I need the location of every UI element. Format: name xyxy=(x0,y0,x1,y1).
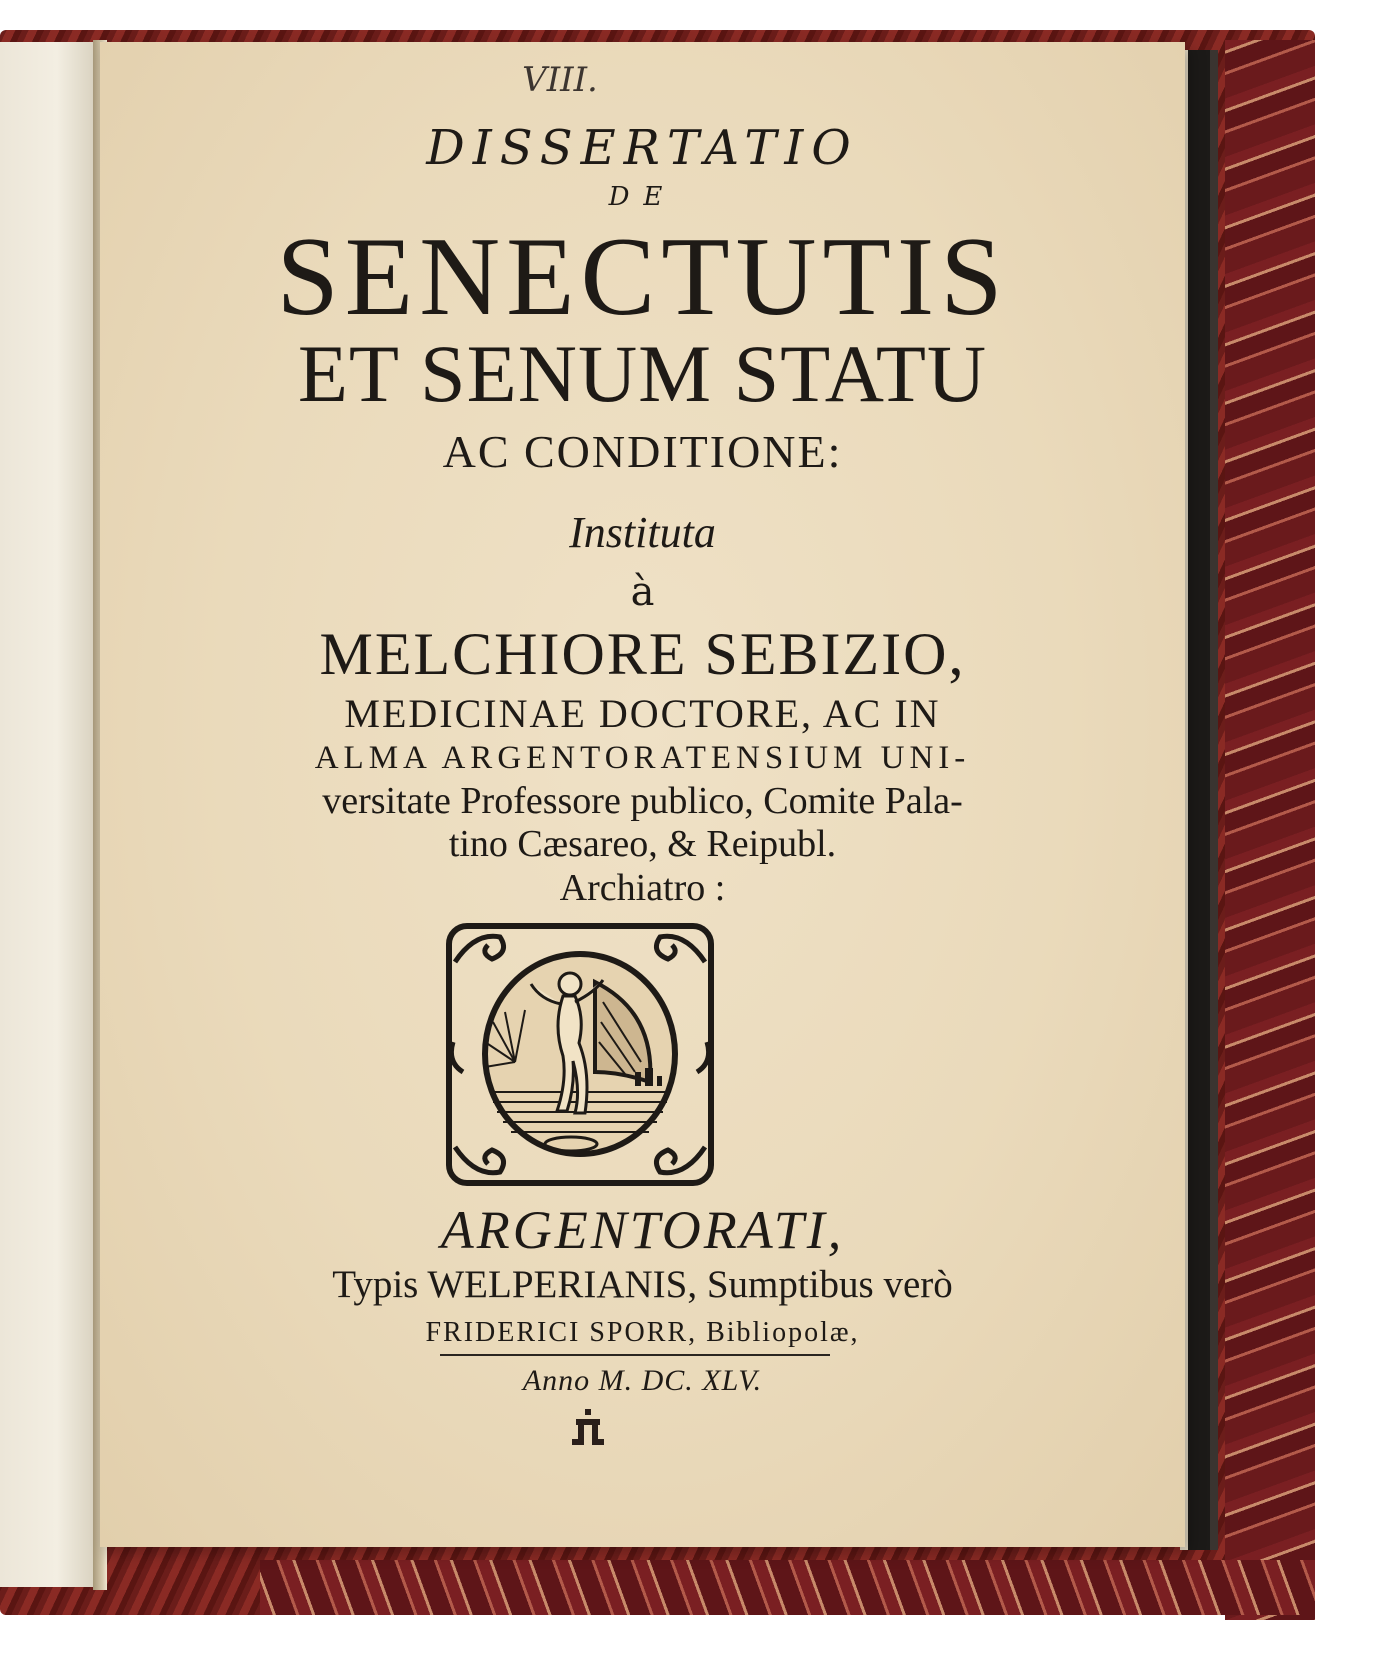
author-name: MELCHIORE SEBIZIO, xyxy=(319,621,966,687)
text-instituta: Instituta xyxy=(569,508,716,557)
title-de: DE xyxy=(608,182,677,212)
imprint-publisher: FRIDERICI SPORR, Bibliopolæ, xyxy=(425,1317,860,1348)
library-stamp-icon xyxy=(568,1407,608,1449)
handwritten-shelfmark: VIII. xyxy=(522,60,598,100)
title-ac-conditione: AC CONDITIONE: xyxy=(442,426,843,477)
imprint-printer: Typis WELPERIANIS, Sumptibus verò xyxy=(332,1263,953,1306)
title-dissertatio: DISSERTATIO xyxy=(426,120,859,176)
author-title-line-3: versitate Professore publico, Comite Pala- xyxy=(322,780,963,822)
printer-device-woodcut-icon xyxy=(445,922,715,1187)
title-et-senum-statu: ET SENUM STATU xyxy=(297,328,988,419)
author-title-line-5: Archiatro : xyxy=(559,867,726,909)
imprint-rule xyxy=(440,1354,830,1356)
author-title-line-1: MEDICINAE DOCTORE, AC IN xyxy=(344,691,941,736)
title-page xyxy=(100,42,1185,1547)
text-a: à xyxy=(630,569,655,615)
title-senectutis: SENECTUTIS xyxy=(276,215,1009,339)
marbled-board-edge xyxy=(1225,40,1315,1620)
marbled-board-bottom xyxy=(260,1560,1315,1615)
imprint-date: Anno M. DC. XLV. xyxy=(522,1364,763,1397)
imprint-place: ARGENTORATI, xyxy=(440,1200,845,1260)
page-edges xyxy=(1180,50,1218,1550)
author-title-line-2: ALMA ARGENTORATENSIUM UNI- xyxy=(314,740,971,776)
author-title-line-4: tino Cæsareo, & Reipubl. xyxy=(448,823,837,865)
left-endpaper xyxy=(0,42,96,1587)
